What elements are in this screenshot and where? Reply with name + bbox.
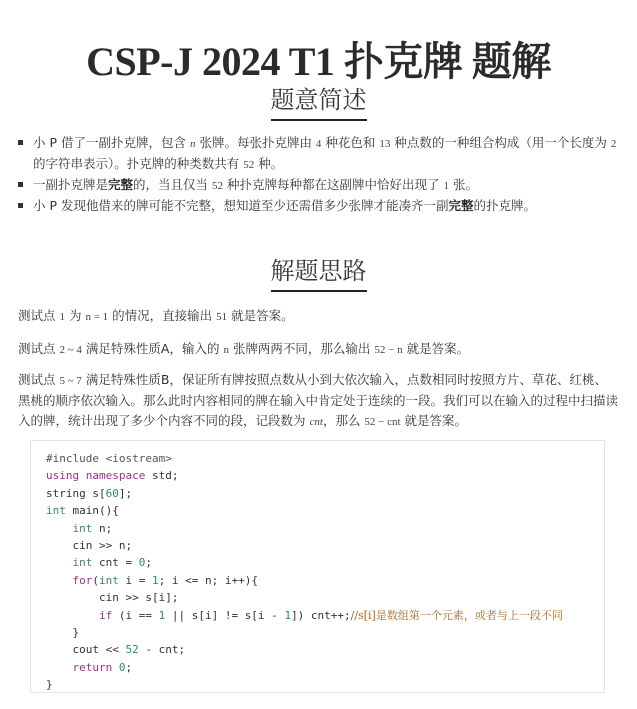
section-heading-solution-label: 解题思路: [271, 255, 367, 292]
summary-item: 一副扑克牌是完整的，当且仅当 52 种扑克牌每种都在这副牌中恰好出现了 1 张。: [18, 175, 618, 196]
summary-item: 小 P 借了一副扑克牌，包含 n 张牌。每张扑克牌由 4 种花色和 13 种点数的一种组合构成（用一个长度为 2 的字符串表示）。扑克牌的种类数共有 52 种。: [18, 133, 618, 175]
bold-complete: 完整: [448, 198, 474, 213]
page-title: CSP-J 2024 T1 扑克牌 题解: [86, 38, 551, 84]
math-52-minus-n: 52 − n: [374, 344, 403, 356]
math-52: 52: [243, 159, 255, 171]
code-comment: //s[i]是数组第一个元素，或者与上一段不同: [350, 608, 563, 622]
math-2: 2: [610, 138, 617, 150]
code-block: [30, 440, 605, 693]
summary-list: [18, 133, 618, 215]
solution-paragraph: 测试点 5 ~ 7 满足特殊性质B，保证所有牌按照点数从小到大依次输入，点数相同时按照方片、草花、红桃、黑桃的顺序依次输入。那么此时内容相同的牌在输入中肯定处于连续的一段。我们可以在输入的过程中扫描读入的牌，统计出现了多少个内容不同的段，记段数为 cnt，那么 52 − cnt 就是答案。: [18, 372, 619, 428]
solution-paragraph: 测试点 2 ~ 4 满足特殊性质A，输入的 n 张牌两两不同，那么输出 52 − n 就是答案。: [18, 341, 470, 356]
bold-complete: 完整: [108, 177, 134, 192]
section-heading-solution: [0, 255, 637, 292]
math-cnt: cnt: [309, 416, 323, 428]
section-heading-summary: [0, 84, 637, 121]
math-52: 52: [212, 180, 224, 192]
summary-item: 小 P 发现他借来的牌可能不完整，想知道至少还需借多少张牌才能凑齐一副完整的扑克牌。: [18, 196, 618, 215]
math-n: n: [189, 138, 196, 150]
math-4: 4: [315, 138, 322, 150]
code-content: #include <iostream> using namespace std; string s[60]; int main(){ int n; cin >> n; int cnt = 0; for(int i = 1; i <= n; i++){ cin >> s[i]; if (i == 1 || s[i] != s[i - 1]) cnt++;//s[i]是数组第一个元素，或者与上一段不同 } cout << 52 - cnt; return 0; }: [46, 452, 563, 692]
math-n-eq-1: n = 1: [85, 311, 109, 323]
section-heading-summary-label: 题意简述: [271, 84, 367, 121]
math-52-minus-cnt: 52 − cnt: [364, 416, 401, 428]
math-1: 1: [443, 180, 449, 192]
math-13: 13: [379, 138, 391, 150]
solution-paragraph: 测试点 1 为 n = 1 的情况，直接输出 51 就是答案。: [18, 308, 294, 323]
